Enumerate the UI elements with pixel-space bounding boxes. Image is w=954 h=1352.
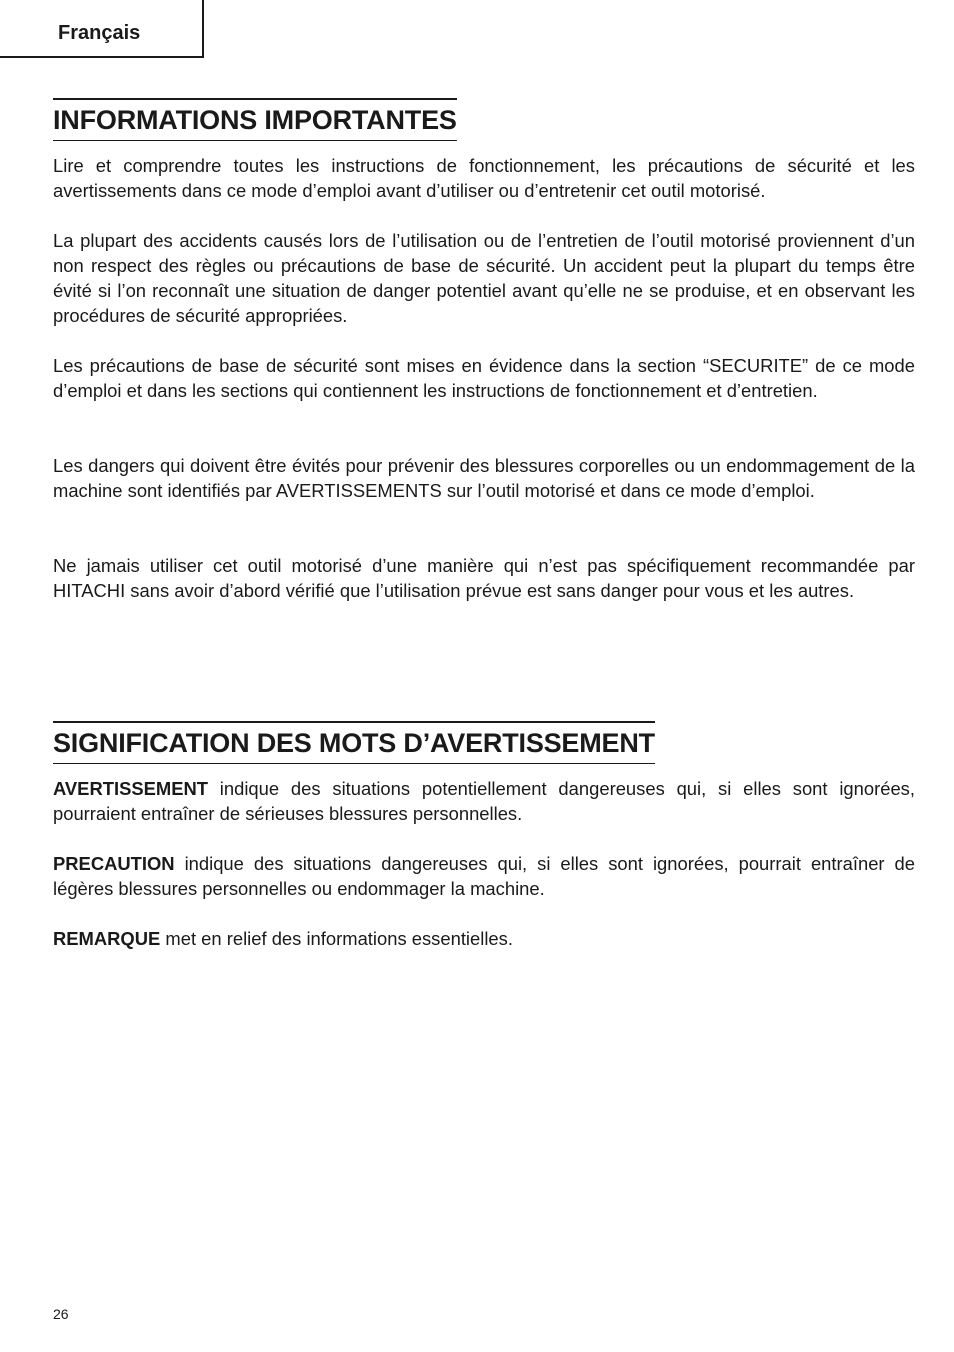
language-label: Français: [58, 22, 141, 44]
definition-text: [53, 776, 915, 826]
definition-precaution: [53, 851, 915, 901]
paragraph-text: Lire et comprendre toutes les instructions de fonctionnement, les précautions de sécurité et les avertissements dans ce mode d’emploi avant d’utiliser ou d’entretenir cet outil motorisé.: [53, 155, 915, 201]
definition-term: REMARQUE: [53, 928, 161, 949]
definition-text: [53, 851, 915, 901]
section-title-warning-words: SIGNIFICATION DES MOTS D’AVERTISSEMENT: [53, 721, 655, 764]
definition-description: indique des situations dangereuses qui, si elles sont ignorées, pourrait entraîner de légères blessures personnelles ou endommager la machine.: [53, 853, 915, 899]
definition-term: PRECAUTION: [53, 853, 175, 874]
section-warning-words: [53, 721, 915, 764]
definition-avertissement: [53, 776, 915, 826]
page-number: 26: [53, 1306, 69, 1322]
paragraph-3: [53, 353, 915, 403]
paragraph-4: [53, 453, 915, 503]
paragraph-text: Ne jamais utiliser cet outil motorisé d’une manière qui n’est pas spécifiquement recommandée par HITACHI sans avoir d’abord vérifié que l’utilisation prévue est sans danger pour vous et les autres.: [53, 555, 915, 601]
paragraph-text: La plupart des accidents causés lors de l’utilisation ou de l’entretien de l’outil motorisé proviennent d’un non respect des règles ou précautions de base de sécurité. Un accident peut la plupart du temps être évité si l’on reconnaît une situation de danger potentiel avant qu’elle ne se produise, et en observant les procédures de sécurité appropriées.: [53, 230, 915, 326]
paragraph-text: Les dangers qui doivent être évités pour prévenir des blessures corporelles ou un endommagement de la machine sont identifiés par AVERTISSEMENTS sur l’outil motorisé et dans ce mode d’emploi.: [53, 455, 915, 501]
definition-description: indique des situations potentiellement dangereuses qui, si elles sont ignorées, pourraient entraîner de sérieuses blessures personnelles.: [53, 778, 915, 824]
language-tab: [0, 0, 204, 58]
section-important-information: [53, 98, 915, 141]
definition-description: met en relief des informations essentielles.: [160, 928, 513, 949]
paragraph-5: [53, 553, 915, 603]
paragraph-text: Les précautions de base de sécurité sont mises en évidence dans la section “SECURITE” de ce mode d’emploi et dans les sections qui contiennent les instructions de fonctionnement et d’entretien.: [53, 355, 915, 401]
definition-text: [53, 926, 915, 951]
paragraph-1: [53, 153, 915, 203]
definition-remarque: [53, 926, 915, 951]
paragraph-2: [53, 228, 915, 328]
section-title-important-information: INFORMATIONS IMPORTANTES: [53, 98, 457, 141]
definition-term: AVERTISSEMENT: [53, 778, 208, 799]
